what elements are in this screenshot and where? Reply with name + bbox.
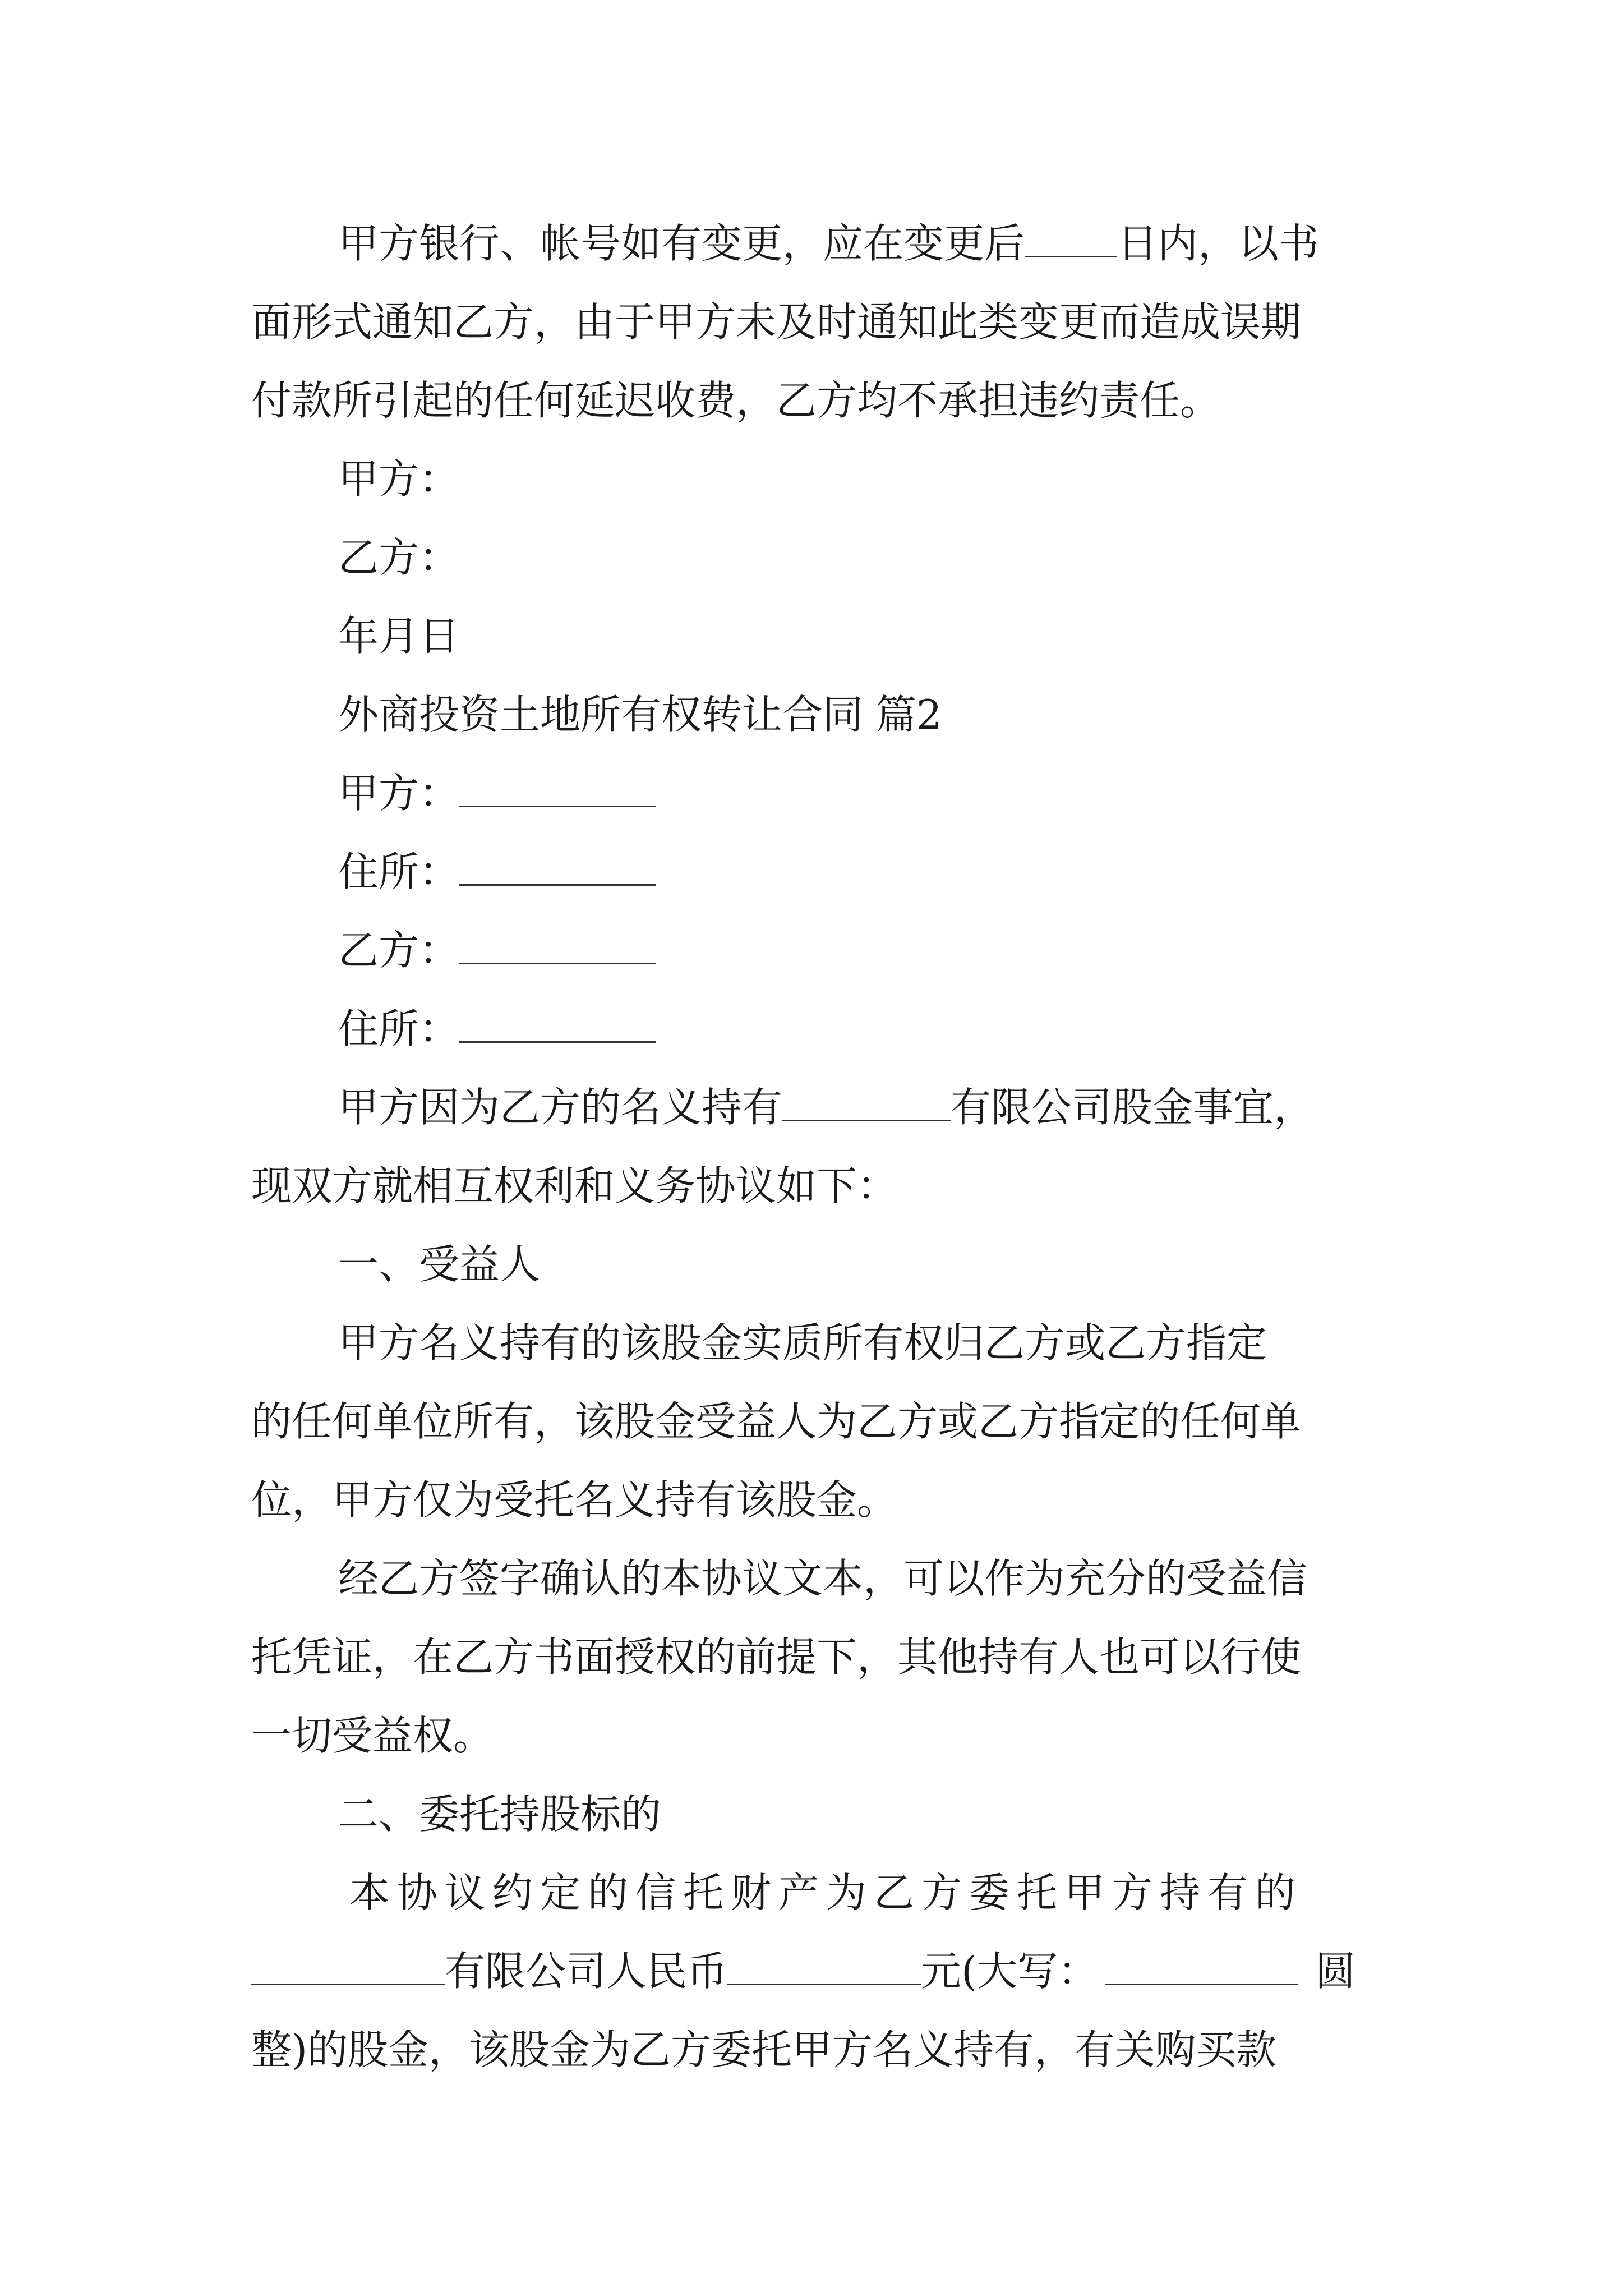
fill-blank: [727, 1950, 921, 1985]
address-a-field: [251, 832, 1378, 911]
document-body: [251, 204, 1378, 2089]
paragraph-line: [251, 1068, 1378, 1147]
paragraph-line: 现双方就相互权利和义务协议如下：: [251, 1162, 898, 1209]
party-b-field: [251, 911, 1378, 990]
fill-blank: [251, 1950, 445, 1985]
paragraph-line: 甲方名义持有的该股金实质所有权归乙方或乙方指定: [338, 1319, 1267, 1366]
text-run: 日内，以书: [1117, 220, 1320, 267]
text-run: 元(大写：: [921, 1948, 1099, 1995]
field-label: 住所：: [338, 848, 460, 895]
fill-blank: [459, 772, 656, 807]
fill-blank: [1025, 222, 1117, 257]
field-label: 乙方：: [338, 927, 460, 974]
signature-date: 年月日: [338, 613, 460, 660]
text-run: 有限公司人民币: [445, 1948, 728, 1995]
paragraph-line: 经乙方签字确认的本协议文本，可以作为充分的受益信: [338, 1555, 1308, 1602]
signature-party-b: 乙方：: [338, 534, 460, 581]
paragraph-line: 付款所引起的任何延迟收费，乙方均不承担违约责任。: [251, 377, 1221, 424]
fill-blank: [459, 850, 656, 886]
paragraph-line: [251, 1932, 1378, 2010]
text-run: 有限公司股金事宜，: [951, 1084, 1315, 1131]
text-run: 圆: [1315, 1948, 1356, 1995]
fill-blank: [459, 1007, 656, 1043]
section-heading: 一、受益人: [338, 1241, 541, 1288]
signature-party-a: 甲方：: [338, 455, 460, 503]
paragraph-line: 托凭证，在乙方书面授权的前提下，其他持有人也可以行使: [251, 1634, 1302, 1681]
contract-title: 外商投资土地所有权转让合同 篇2: [338, 691, 942, 738]
paragraph-line: 的任何单位所有，该股金受益人为乙方或乙方指定的任何单: [251, 1398, 1302, 1445]
party-a-field: [251, 754, 1378, 832]
fill-blank: [1105, 1950, 1298, 1985]
fill-blank: [459, 929, 656, 964]
field-label: 甲方：: [338, 770, 460, 817]
fill-blank: [782, 1086, 951, 1121]
field-label: 住所：: [338, 1005, 460, 1052]
text-run: 甲方因为乙方的名义持有: [338, 1084, 783, 1131]
paragraph-line: 一切受益权。: [251, 1712, 494, 1759]
paragraph-line: [251, 204, 1378, 283]
paragraph-line: 位，甲方仅为受托名义持有该股金。: [251, 1476, 898, 1524]
paragraph-line: 整)的股金，该股金为乙方委托甲方名义持有，有关购买款: [251, 2026, 1277, 2073]
address-b-field: [251, 990, 1378, 1068]
paragraph-line: 本协议约定的信托财产为乙方委托甲方持有的: [349, 1869, 1303, 1916]
section-heading: 二、委托持股标的: [338, 1791, 662, 1838]
text-run: 甲方银行、帐号如有变更，应在变更后: [338, 220, 1025, 267]
paragraph-line: 面形式通知乙方，由于甲方未及时通知此类变更而造成误期: [251, 298, 1302, 346]
